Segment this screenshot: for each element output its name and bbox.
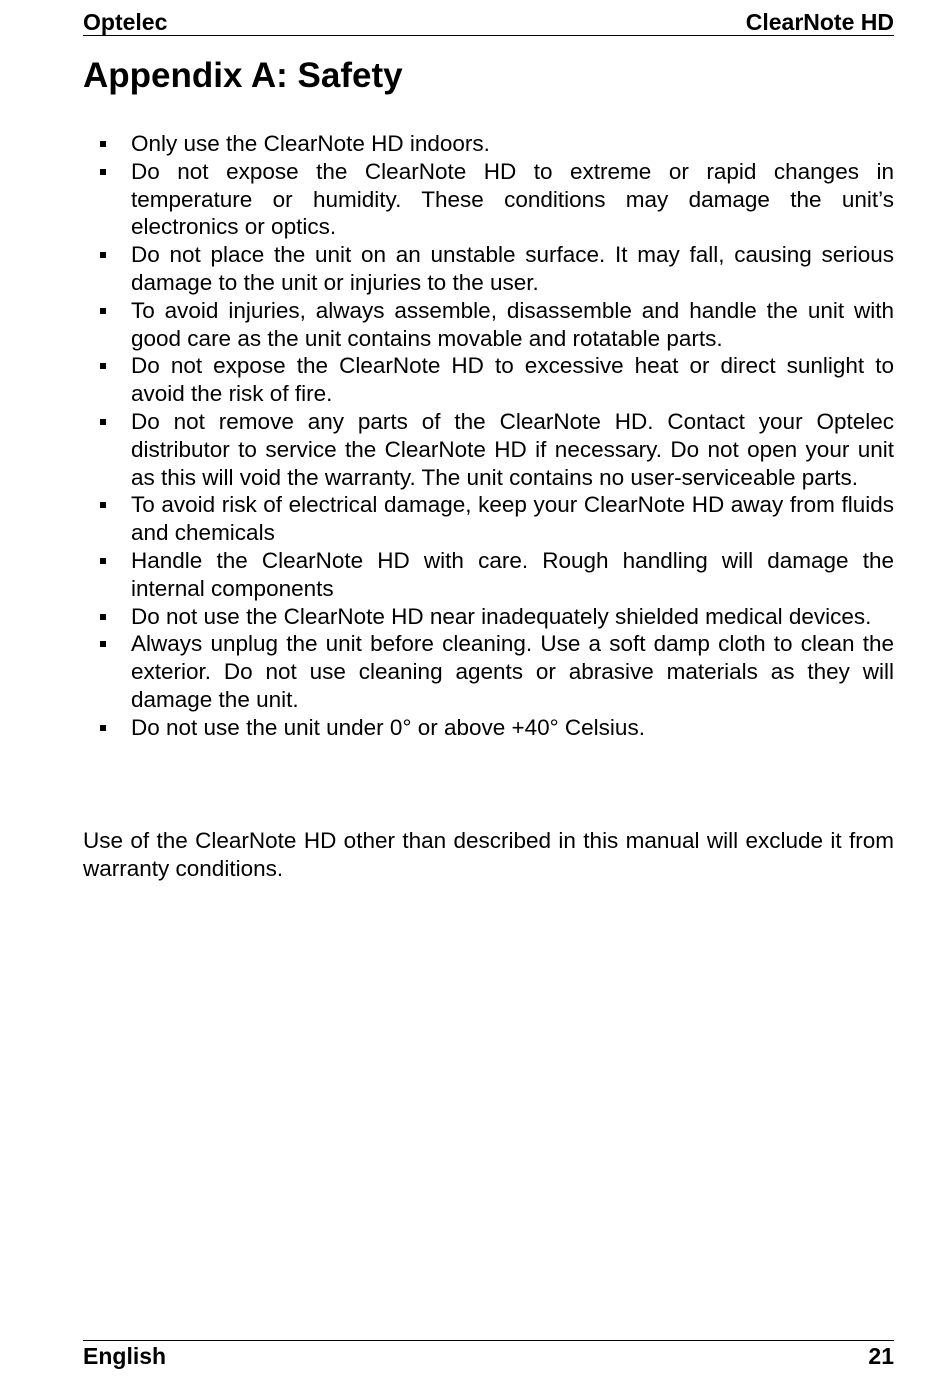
square-bullet-icon <box>100 169 106 175</box>
square-bullet-icon <box>100 641 106 647</box>
list-item-text: Do not expose the ClearNote HD to excessive heat or direct sunlight to avoid the risk of fire. <box>131 353 894 407</box>
footer-language: English <box>83 1343 167 1369</box>
page-header <box>83 7 894 36</box>
list-item <box>83 130 894 158</box>
list-item <box>83 297 894 353</box>
list-item-text: To avoid injuries, always assemble, disassemble and handle the unit with good care as the unit contains movable and rotatable parts. <box>131 297 894 351</box>
list-item-text: Only use the ClearNote HD indoors. <box>131 131 490 156</box>
square-bullet-icon <box>100 502 106 508</box>
list-item <box>83 241 894 297</box>
list-item <box>83 158 894 241</box>
list-item-text: Do not remove any parts of the ClearNote HD. Contact your Optelec distributor to service the ClearNote HD if necessary. Do not open your unit as this will void the warranty. The unit contains no user-serviceable parts. <box>131 408 894 490</box>
list-item <box>83 603 894 631</box>
list-item <box>83 630 894 713</box>
warranty-note: Use of the ClearNote HD other than described in this manual will exclude it from warranty conditions. <box>83 828 894 881</box>
list-item-text: Do not use the unit under 0° or above +40° Celsius. <box>131 714 645 740</box>
list-item-text: Do not place the unit on an unstable surface. It may fall, causing serious damage to the unit or injuries to the user. <box>131 242 894 295</box>
list-item <box>83 491 894 547</box>
page-title: Appendix A: Safety <box>83 56 403 95</box>
header-product: ClearNote HD <box>745 9 894 35</box>
page-number: 21 <box>868 1343 894 1369</box>
square-bullet-icon <box>100 558 106 564</box>
square-bullet-icon <box>100 308 106 314</box>
list-item <box>83 547 894 603</box>
square-bullet-icon <box>100 252 106 258</box>
square-bullet-icon <box>100 141 106 147</box>
list-item <box>83 714 894 742</box>
square-bullet-icon <box>100 363 106 369</box>
safety-list <box>83 130 894 742</box>
square-bullet-icon <box>100 614 106 620</box>
square-bullet-icon <box>100 725 106 731</box>
list-item-text: Do not expose the ClearNote HD to extreme or rapid changes in temperature or humidity. These conditions may damage the unit’s electronics or optics. <box>131 158 894 240</box>
header-brand: Optelec <box>83 9 168 35</box>
list-item <box>83 408 894 491</box>
list-item-text: Handle the ClearNote HD with care. Rough handling will damage the internal components <box>131 547 894 601</box>
list-item-text: Do not use the ClearNote HD near inadequately shielded medical devices. <box>131 603 872 629</box>
page-footer <box>83 1340 894 1373</box>
list-item-text: Always unplug the unit before cleaning. Use a soft damp cloth to clean the exterior. Do not use cleaning agents or abrasive materials as they will damage the unit. <box>131 631 894 712</box>
square-bullet-icon <box>100 419 106 425</box>
list-item-text: To avoid risk of electrical damage, keep your ClearNote HD away from fluids and chemicals <box>131 492 894 546</box>
list-item <box>83 352 894 408</box>
